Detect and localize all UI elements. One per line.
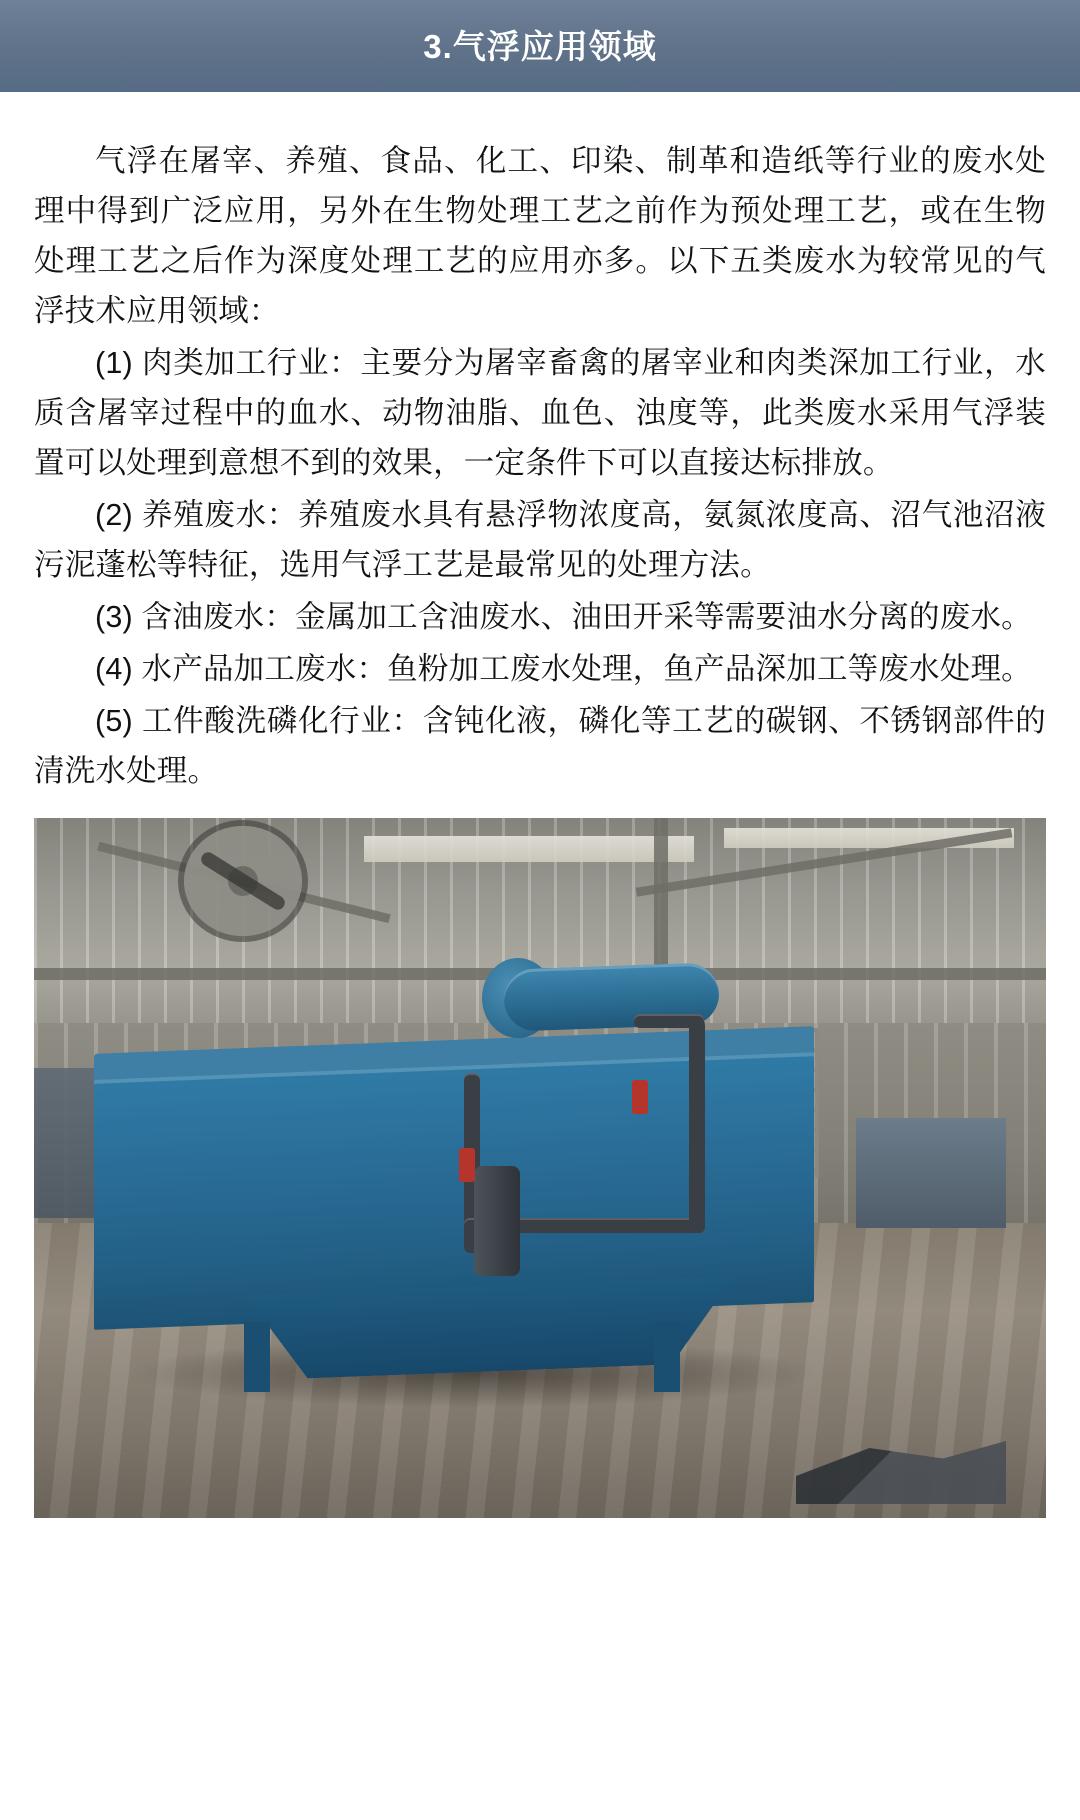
paragraph-item-4: (4) 水产品加工废水：鱼粉加工废水处理，鱼产品深加工等废水处理。 bbox=[95, 652, 1032, 686]
paragraph-item-5: (5) 工件酸洗磷化行业：含钝化液，磷化等工艺的碳钢、不锈钢部件的清洗水处理。 bbox=[34, 704, 1046, 788]
paragraph-item-1: (1) 肉类加工行业：主要分为屠宰畜禽的屠宰业和肉类深加工行业，水质含屠宰过程中的血水、动物油脂、血色、浊度等，此类废水采用气浮装置可以处理到意想不到的效果，一定条件下可以直接达标排放。 bbox=[34, 346, 1046, 480]
section-header-banner bbox=[0, 0, 1080, 92]
background-equipment-crate bbox=[856, 1118, 1006, 1228]
ventilation-fan-icon bbox=[184, 826, 302, 936]
pipe-elbow-top bbox=[634, 1014, 704, 1028]
circulation-pump bbox=[474, 1166, 520, 1276]
daf-flotation-tank bbox=[94, 1040, 814, 1370]
paragraph-item-2: (2) 养殖废水：养殖废水具有悬浮物浓度高，氨氮浓度高、沼气池沼液污泥蓬松等特征，选用气浮工艺是最常见的处理方法。 bbox=[34, 498, 1046, 582]
tank-leg-right bbox=[654, 1322, 680, 1392]
valve-handle-red bbox=[459, 1148, 475, 1182]
tank-leg-left bbox=[244, 1322, 270, 1392]
paragraph-item-3: (3) 含油废水：金属加工含油废水、油田开采等需要油水分离的废水。 bbox=[95, 600, 1032, 634]
page-title: 3.气浮应用领域 bbox=[423, 27, 657, 65]
valve-handle-red-2 bbox=[632, 1080, 648, 1114]
skylight-strip bbox=[364, 836, 694, 862]
equipment-photo bbox=[34, 818, 1046, 1518]
photo-canvas bbox=[34, 818, 1046, 1518]
article-body bbox=[0, 92, 1080, 796]
paragraph-intro: 气浮在屠宰、养殖、食品、化工、印染、制革和造纸等行业的废水处理中得到广泛应用，另外在生物处理工艺之前作为预处理工艺，或在生物处理工艺之后作为深度处理工艺的应用亦多。以下五类废水为较常见的气浮技术应用领域： bbox=[34, 144, 1046, 328]
pipe-riser-right bbox=[689, 1018, 705, 1233]
